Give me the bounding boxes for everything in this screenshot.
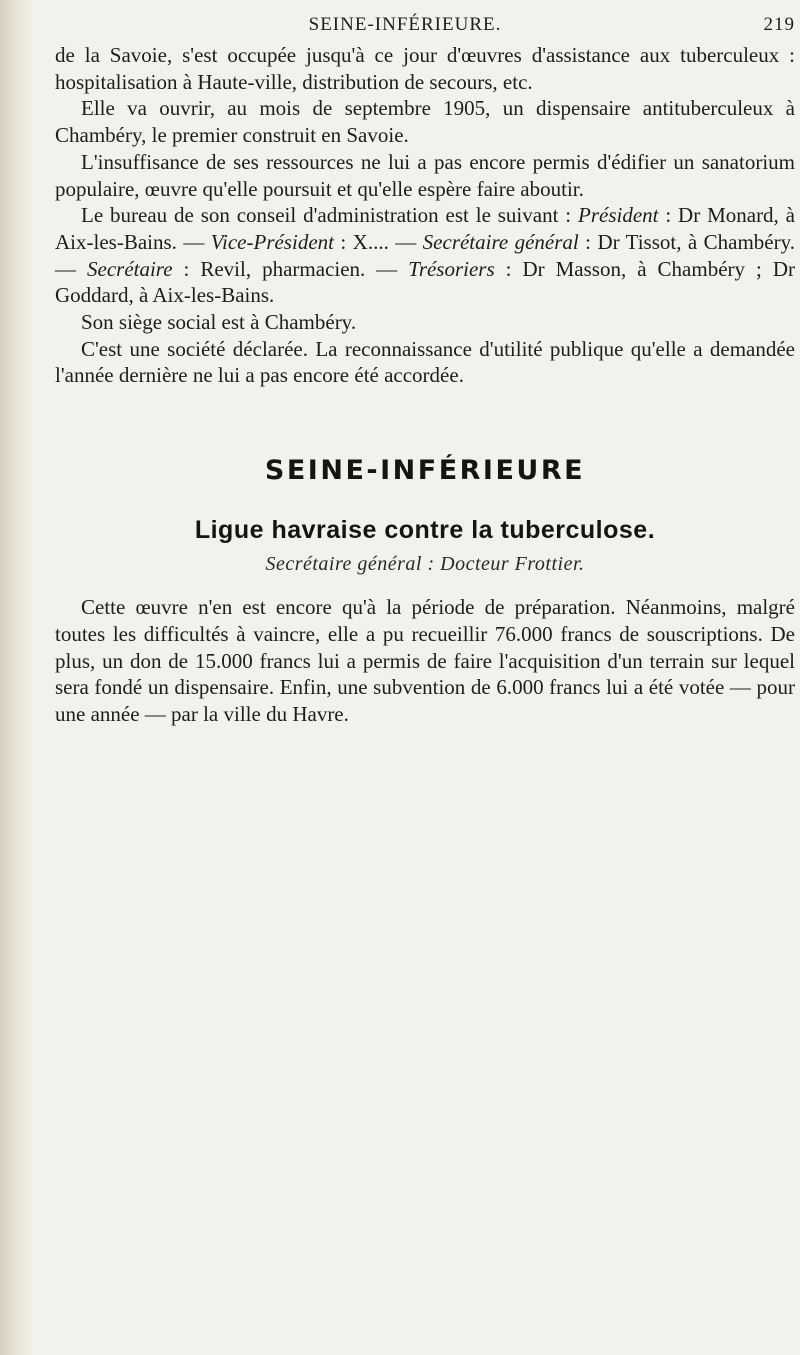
savoie-continuation: [55, 42, 795, 389]
paragraph-sanatorium: L'insuffisance de ses ressources ne lui a pas encore permis d'édifier un sanatorium populaire, œuvre qu'elle poursuit et qu'elle espère faire aboutir.: [55, 149, 795, 201]
vice-president-label: Vice-Président: [210, 229, 334, 254]
page-number: 219: [763, 14, 795, 35]
secretary-general-label: Secrétaire général: [422, 229, 579, 254]
secretary-general-value: : Dr Tissot, à Chambéry. —: [55, 229, 796, 281]
league-body: [55, 594, 795, 728]
running-head-title: SEINE-INFÉRIEURE.: [308, 14, 502, 35]
vice-president-value: : X.... —: [333, 229, 423, 254]
paragraph-ligue-havraise: Cette œuvre n'en est encore qu'à la période de préparation. Néanmoins, malgré toutes les difficultés à vaincre, elle a pu recueillir 76.000 francs de souscriptions. De plus, un don de 15.000 francs lui a permis de faire l'acquisition d'un terrain sur lequel sera fondé un dispensaire. Enfin, une subvention de 6.000 francs lui a été votée — pour une année — par la ville du Havre.: [55, 595, 795, 726]
paragraph-assistance: de la Savoie, s'est occupée jusqu'à ce jour d'œuvres d'assistance aux tuberculeux : hospitalisation à Haute-ville, distribution de secours, etc.: [55, 43, 795, 94]
section-heading-seine-inferieure: SEINE-INFÉRIEURE: [264, 455, 586, 487]
bureau-intro: Le bureau de son conseil d'administration est le suivant :: [81, 203, 572, 228]
treasurers-label: Trésoriers: [408, 256, 495, 281]
paragraph-bureau: [55, 202, 795, 309]
page-gutter-shadow: [0, 0, 34, 1355]
secretary-label: Secrétaire: [87, 256, 173, 281]
league-heading: Ligue havraise contre la tuberculose.: [194, 516, 656, 545]
paragraph-dispensaire: Elle va ouvrir, au mois de septembre 1905, un dispensaire antituberculeux à Chambéry, le premier construit en Savoie.: [55, 96, 795, 148]
running-head: [55, 14, 795, 42]
paragraph-siege: Son siège social est à Chambéry.: [81, 310, 357, 335]
book-page: [55, 14, 795, 728]
paragraph-reconnaissance: C'est une société déclarée. La reconnaissance d'utilité publique qu'elle a demandée l'année dernière ne lui a pas encore été accordée.: [55, 336, 795, 388]
secretary-value: : Revil, pharmacien. —: [172, 256, 409, 281]
president-value: : Dr Monard, à Aix-les-Bains. —: [55, 203, 795, 254]
league-secretary: Secrétaire général : Docteur Frottier.: [265, 553, 585, 576]
president-label: Président: [578, 203, 659, 228]
treasurers-value: : Dr Masson, à Chambéry ; Dr Goddard, à Aix-les-Bains.: [55, 256, 796, 308]
